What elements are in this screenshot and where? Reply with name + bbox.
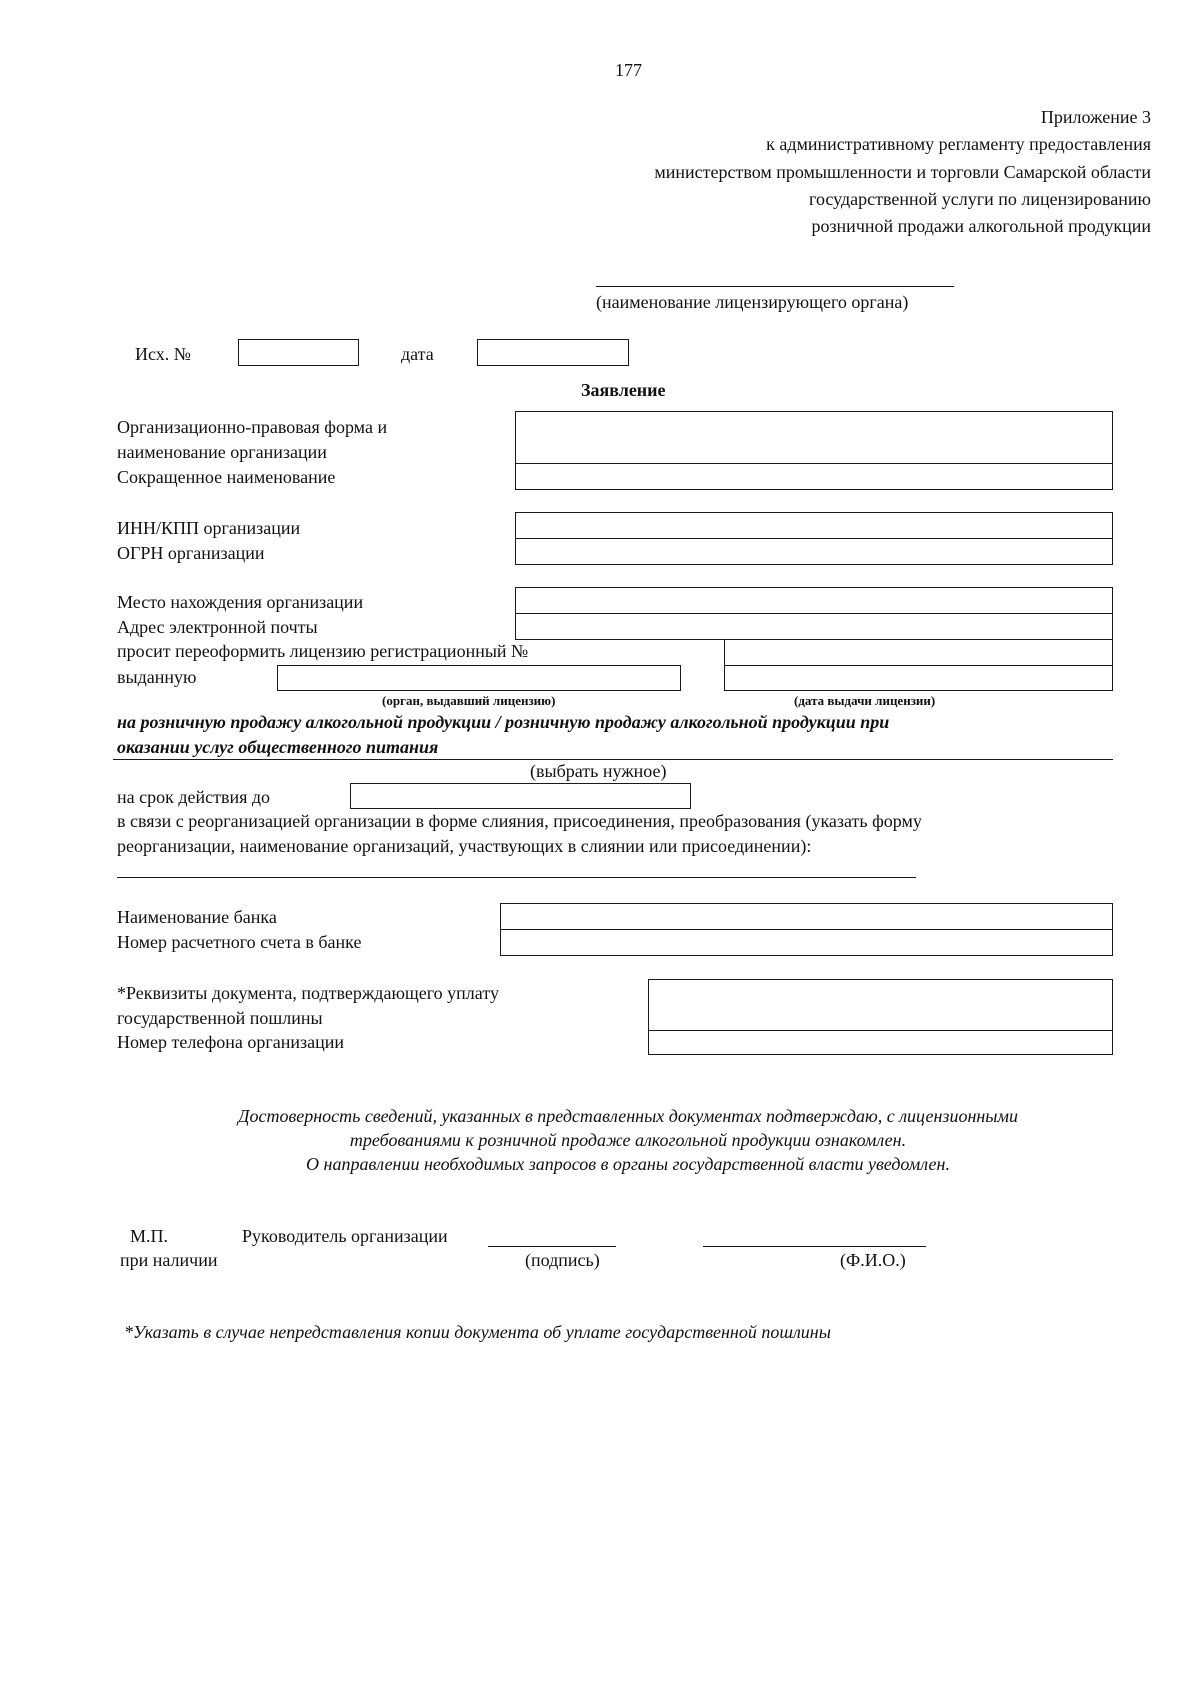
signature-caption: (подпись)	[525, 1250, 600, 1270]
email-label: Адрес электронной почты	[117, 617, 318, 637]
appendix-line: государственной услуги по лицензированию	[809, 189, 1151, 209]
legal-form-label: Организационно-правовая форма и	[117, 417, 388, 437]
license-type-line[interactable]: на розничную продажу алкогольной продукции / розничную продажу алкогольной продукции при	[117, 712, 890, 732]
term-field[interactable]	[350, 783, 691, 809]
license-type-line[interactable]: оказании услуг общественного питания	[117, 737, 439, 757]
confirmation-text: Достоверность сведений, указанных в представленных документах подтверждаю, с лицензионными	[238, 1106, 1018, 1126]
issue-date-caption: (дата выдачи лицензии)	[794, 693, 936, 708]
reissue-request-text: просит переоформить лицензию регистрационный №	[117, 641, 529, 661]
term-label: на срок действия до	[117, 787, 271, 807]
license-issuer-field[interactable]	[277, 665, 681, 691]
org-name-field[interactable]	[515, 411, 1113, 464]
page-number: 177	[615, 60, 642, 80]
outgoing-no-label: Исх. №	[135, 344, 191, 364]
full-name-caption: (Ф.И.О.)	[840, 1250, 906, 1270]
inn-kpp-field[interactable]	[515, 512, 1113, 539]
fee-label: государственной пошлины	[117, 1008, 323, 1028]
stamp-label: М.П.	[130, 1226, 169, 1246]
reason-input-line[interactable]	[117, 877, 916, 878]
ogrn-label: ОГРН организации	[117, 543, 265, 563]
ogrn-field[interactable]	[515, 538, 1113, 565]
issued-label: выданную	[117, 667, 197, 687]
confirmation-text: О направлении необходимых запросов в органы государственной власти уведомлен.	[306, 1154, 950, 1174]
issuer-caption: (орган, выдавший лицензию)	[382, 693, 556, 708]
reason-text: в связи с реорганизацией организации в форме слияния, присоединения, преобразования (указать форму	[117, 811, 922, 831]
bank-name-label: Наименование банка	[117, 907, 277, 927]
bank-account-field[interactable]	[500, 929, 1113, 956]
appendix-title: Приложение 3	[1040, 107, 1151, 127]
short-name-label: Сокращенное наименование	[117, 467, 336, 487]
confirmation-text: требованиями к розничной продаже алкогольной продукции ознакомлен.	[349, 1130, 907, 1150]
fee-document-field[interactable]	[648, 979, 1113, 1031]
location-label: Место нахождения организации	[117, 592, 364, 612]
short-name-field[interactable]	[515, 463, 1113, 490]
license-reg-no-field[interactable]	[724, 639, 1113, 666]
licensing-body-line[interactable]	[596, 286, 954, 287]
signature-line[interactable]	[488, 1246, 616, 1247]
footnote: *Указать в случае непредставления копии документа об уплате государственной пошлины	[124, 1322, 831, 1342]
location-field[interactable]	[515, 587, 1113, 614]
license-type-underline	[113, 759, 1113, 760]
email-field[interactable]	[515, 613, 1113, 640]
reason-text: реорганизации, наименование организаций, участвующих в слиянии или присоединении):	[117, 836, 812, 856]
date-label: дата	[401, 344, 434, 364]
form-title: Заявление	[581, 380, 666, 400]
head-label: Руководитель организации	[242, 1226, 448, 1246]
appendix-line: розничной продажи алкогольной продукции	[811, 216, 1151, 236]
phone-field[interactable]	[648, 1030, 1113, 1055]
org-name-label: наименование организации	[117, 442, 327, 462]
license-issue-date-field[interactable]	[724, 665, 1113, 691]
phone-label: Номер телефона организации	[117, 1032, 345, 1052]
fee-label: *Реквизиты документа, подтверждающего уплату	[117, 983, 499, 1003]
appendix-line: министерством промышленности и торговли Самарской области	[654, 162, 1151, 182]
date-field[interactable]	[477, 339, 629, 366]
bank-account-label: Номер расчетного счета в банке	[117, 932, 362, 952]
bank-name-field[interactable]	[500, 903, 1113, 930]
licensing-body-caption: (наименование лицензирующего органа)	[596, 292, 909, 312]
outgoing-no-field[interactable]	[238, 339, 359, 366]
select-caption: (выбрать нужное)	[530, 761, 667, 781]
inn-kpp-label: ИНН/КПП организации	[117, 518, 301, 538]
stamp-note: при наличии	[120, 1250, 218, 1270]
full-name-line[interactable]	[703, 1246, 926, 1247]
appendix-line: к административному регламенту предоставления	[766, 134, 1151, 154]
